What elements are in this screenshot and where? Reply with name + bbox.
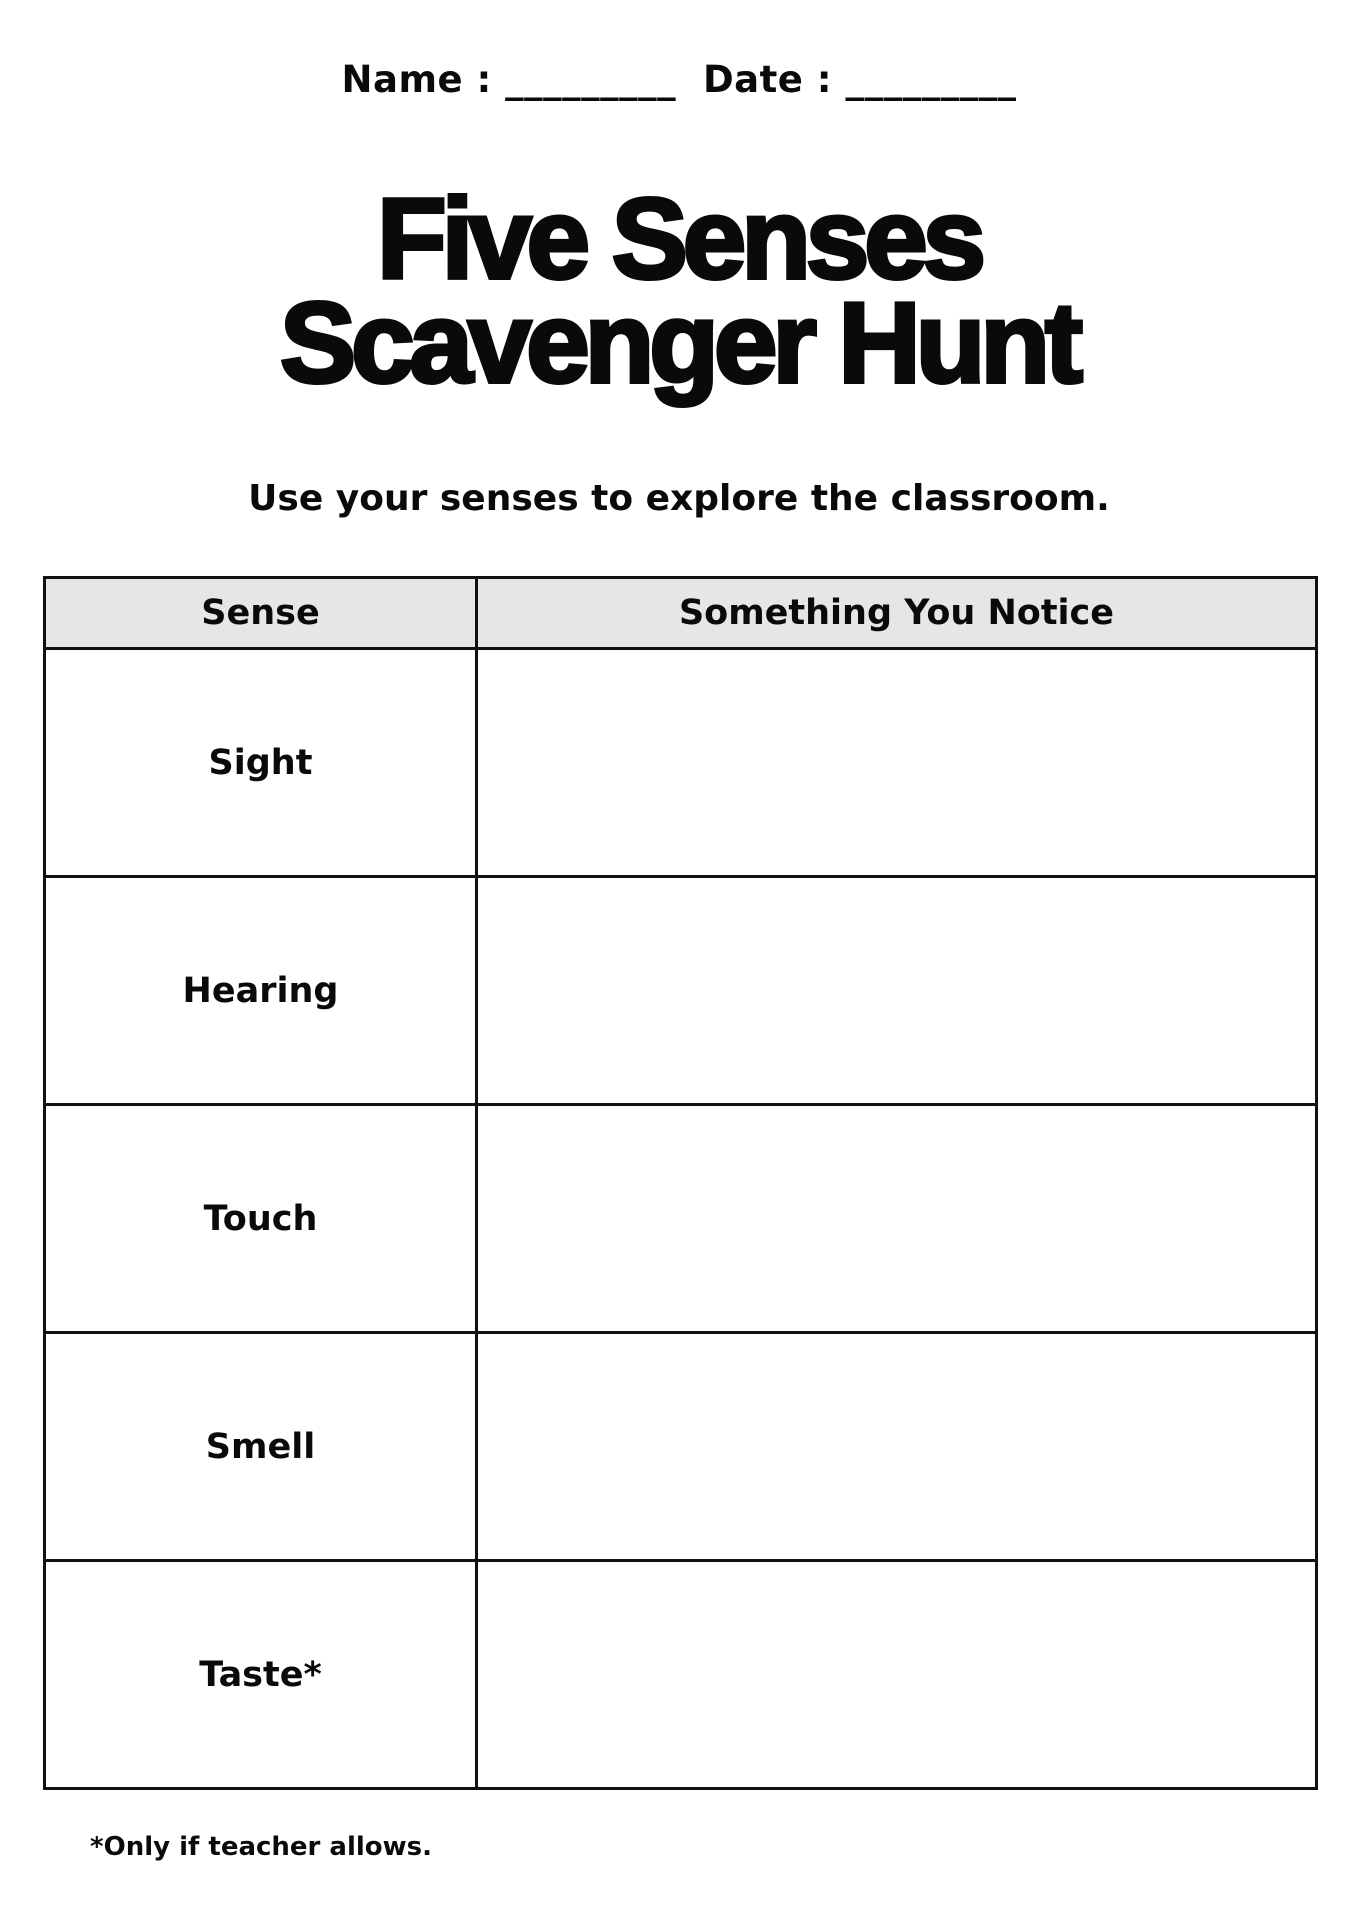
column-header-sense: Sense [45, 578, 477, 649]
column-header-notice: Something You Notice [477, 578, 1317, 649]
instructions: Use your senses to explore the classroom. [248, 478, 1110, 519]
sense-label: Sight [45, 649, 477, 877]
table-row [45, 877, 1317, 1105]
notice-answer-cell[interactable] [477, 649, 1317, 877]
sense-label: Smell [45, 1333, 477, 1561]
notice-answer-cell[interactable] [477, 1333, 1317, 1561]
sense-label: Hearing [45, 877, 477, 1105]
table-row [45, 1105, 1317, 1333]
name-date-line [0, 58, 1358, 101]
date-field-label[interactable]: Date : _________ [702, 58, 1017, 101]
table-row [45, 1333, 1317, 1561]
name-field-label[interactable]: Name : _________ [341, 58, 677, 101]
page-title [0, 176, 1358, 407]
table-row [45, 649, 1317, 877]
notice-answer-cell[interactable] [477, 1105, 1317, 1333]
title-line-2: Scavenger Hunt [280, 280, 1078, 407]
sense-label: Touch [45, 1105, 477, 1333]
footnote: *Only if teacher allows. [90, 1832, 433, 1862]
title-line-1: Five Senses [376, 176, 982, 303]
table-row [45, 1561, 1317, 1789]
notice-answer-cell[interactable] [477, 877, 1317, 1105]
table-header-row [45, 578, 1317, 649]
senses-table [43, 576, 1318, 1790]
sense-label: Taste* [45, 1561, 477, 1789]
notice-answer-cell[interactable] [477, 1561, 1317, 1789]
